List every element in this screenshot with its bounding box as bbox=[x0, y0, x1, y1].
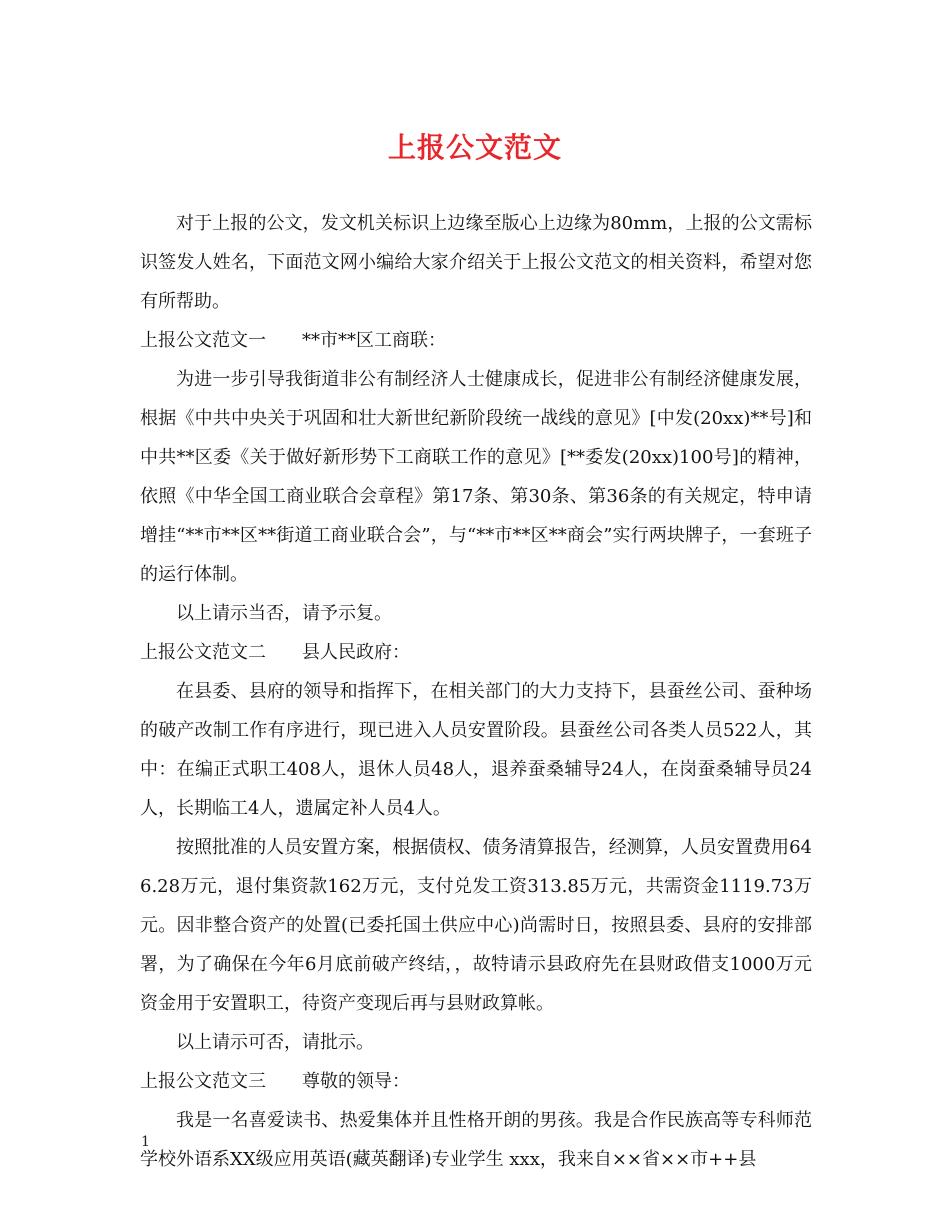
section2-paragraph-2: 按照批准的人员安置方案，根据债权、债务清算报告，经测算，人员安置费用646.28万元，退付集资款162万元，支付兑发工资313.85万元，共需资金1119.73万元。因非整合资产的处置(已委托国土供应中心)尚需时日，按照县委、县府的安排部署，为了确保在今年6月底前破产终结，，故特请示县政府先在县财政借支1000万元资金用于安置职工，待资产变现后再与县财政算帐。 bbox=[140, 837, 812, 1014]
section2-paragraph-1: 在县委、县府的领导和指挥下，在相关部门的大力支持下，县蚕丝公司、蚕种场的破产改制工作有序进行，现已进入人员安置阶段。县蚕丝公司各类人员522人，其中：在编正式职工408人，退休人员48人，退养蚕桑辅导24人，在岗蚕桑辅导员24人，长期临工4人，遗属定补人员4人。 bbox=[140, 681, 812, 819]
section1-paragraph: 为进一步引导我街道非公有制经济人士健康成长，促进非公有制经济健康发展，根据《中共中央关于巩固和壮大新世纪新阶段统一战线的意见》[中发(20xx)**号]和中共**区委《关于做好新形势下工商联工作的意见》[**委发(20xx)100号]的精神，依照《中华全国工商业联合会章程》第17条、第30条、第36条的有关规定，特申请增挂“**市**区**街道工商业联合会”，与“**市**区**商会”实行两块牌子，一套班子的运行体制。 bbox=[140, 369, 812, 585]
section3-paragraph: 我是一名喜爱读书、热爱集体并且性格开朗的男孩。我是合作民族高等专科师范学校外语系XX级应用英语(藏英翻译)专业学生 xxx，我来自××省××市++县 bbox=[140, 1110, 812, 1170]
section3-heading: 上报公文范文三 尊敬的领导： bbox=[140, 1071, 410, 1092]
section2-heading: 上报公文范文二 县人民政府： bbox=[140, 642, 410, 663]
section1-heading: 上报公文范文一 **市**区工商联： bbox=[140, 330, 446, 351]
intro-paragraph: 对于上报的公文，发文机关标识上边缘至版心上边缘为80mm，上报的公文需标识签发人姓名，下面范文网小编给大家介绍关于上报公文范文的相关资料，希望对您有所帮助。 bbox=[140, 213, 812, 312]
section1-closing: 以上请示当否，请予示复。 bbox=[176, 603, 392, 624]
document-title: 上报公文范文 bbox=[387, 131, 562, 164]
section2-closing: 以上请示可否，请批示。 bbox=[176, 1032, 374, 1053]
page-number: 1 bbox=[141, 1134, 150, 1150]
document-body bbox=[140, 204, 812, 1179]
